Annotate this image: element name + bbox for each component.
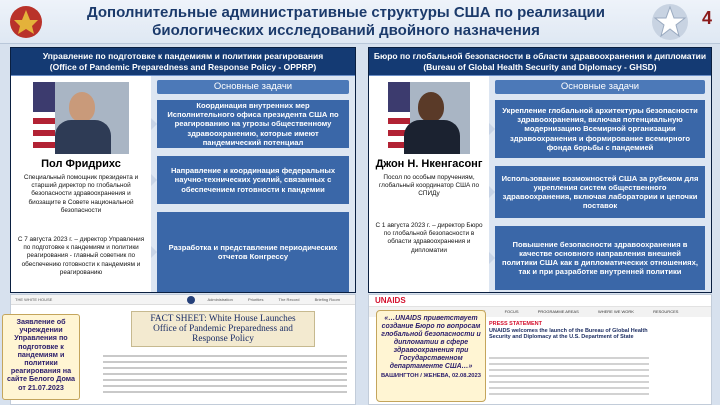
article-text-line <box>489 369 649 371</box>
fact-sheet-line: FACT SHEET: White House Launches <box>150 314 296 324</box>
task-item: Укрепление глобальной архитектуры безопасности здравоохранения, включая потенциальную модернизацию Всемирной организации здравоохранения и формирование всемирного фонда борьбы с пандемией <box>495 100 705 158</box>
ghsd-title-en: (Bureau of Global Health Security and Diplomacy - GHSD) <box>423 62 657 72</box>
slide-header <box>0 0 720 44</box>
article-text-line <box>103 385 347 387</box>
tasks-heading: Основные задачи <box>495 80 705 94</box>
person-body <box>404 120 460 154</box>
person-name: Пол Фридрихс <box>41 158 121 170</box>
article-text-line <box>103 379 347 381</box>
oprp-panel-body <box>11 76 355 292</box>
slide-title <box>58 4 634 40</box>
white-house-nav <box>11 295 355 305</box>
nav-link[interactable]: FOCUS <box>504 309 519 314</box>
press-label: PRESS STATEMENT <box>489 321 542 327</box>
ghsd-title-ru: Бюро по глобальной безопасности в области здравоохранения и дипломатии <box>373 51 707 61</box>
oprp-panel-header <box>11 48 355 76</box>
tasks-heading: Основные задачи <box>157 80 349 94</box>
article-text-line <box>489 387 649 389</box>
person-column <box>369 76 489 292</box>
portrait-photo <box>33 82 129 154</box>
press-title: UNAIDS welcomes the launch of the Bureau of Global Health Security and Diplomacy at the U.S. Department of State <box>489 327 648 340</box>
site-label: THE WHITE HOUSE <box>15 297 53 302</box>
person-head <box>69 92 95 122</box>
unaids-header <box>369 295 711 307</box>
military-emblem-icon <box>8 4 44 40</box>
article-text-line <box>489 381 649 383</box>
nav-link[interactable]: RESOURCES <box>653 309 679 314</box>
unaids-quote: «…UNAIDS приветствует создание Бюро по вопросам глобальной безопасности и дипломатии в сфере здравоохранения при Государственном департаменте США…» <box>381 315 481 370</box>
task-item: Повышение безопасности здравоохранения в качестве основного направления внешней политики США как в дипломатических отношениях, так и при разработке внутренней политики <box>495 226 705 290</box>
ghsd-panel <box>368 47 712 293</box>
unaids-callout <box>376 310 486 402</box>
unaids-quote-source: ВАШИНГТОН / ЖЕНЕВА, 02.08.2023 <box>381 373 481 379</box>
star-badge-icon <box>650 2 690 42</box>
tasks-column <box>489 76 711 292</box>
ghsd-panel-header <box>369 48 711 76</box>
page-number: 4 <box>701 8 712 28</box>
article-text-line <box>103 361 347 363</box>
person-description: Посол по особым поручениям, глобальный координатор США по СПИДу <box>378 174 480 198</box>
person-appointment: С 7 августа 2023 г. – директор Управления по подготовке к пандемиям и политики реагирования - главный советник по обеспечению готовности к пандемиям и реагированию <box>17 236 145 276</box>
nav-link[interactable]: Priorities <box>247 297 264 302</box>
article-text-line <box>103 367 347 369</box>
task-item: Разработка и представление периодических отчетов Конгрессу <box>157 212 349 292</box>
oprp-panel <box>10 47 356 293</box>
nav-link[interactable]: The Record <box>278 297 300 302</box>
nav-link[interactable]: Briefing Room <box>314 297 340 302</box>
person-appointment: С 1 августа 2023 г. – директор Бюро по глобальной безопасности в области здравоохранения и дипломатии <box>375 222 483 254</box>
unaids-logo: UNAIDS <box>375 296 406 305</box>
oprp-title-ru: Управление по подготовке к пандемиям и политики реагирования <box>42 51 324 61</box>
nav-link[interactable]: Administration <box>207 297 233 302</box>
tasks-column <box>151 76 355 292</box>
article-text-line <box>103 355 347 357</box>
article-text-line <box>489 375 649 377</box>
person-column <box>11 76 151 292</box>
us-flag-icon <box>33 82 55 154</box>
nav-link[interactable]: WHERE WE WORK <box>597 309 634 314</box>
nav-link[interactable]: PROGRAMME AREAS <box>537 309 579 314</box>
slide-title-line1: Дополнительные административные структуры США по реализации <box>87 4 605 21</box>
person-head <box>418 92 444 122</box>
person-description: Специальный помощник президента и старший директор по глобальной безопасности здравоохранения и биозащите в Совете национальной безопасности <box>23 174 139 214</box>
person-body <box>55 120 111 154</box>
white-house-seal-icon <box>187 296 195 304</box>
task-item: Направление и координация федеральных научно-технических усилий, связанных с обеспечением готовности к пандемии <box>157 156 349 204</box>
article-text-line <box>103 391 347 393</box>
person-name: Джон Н. Нкенгасонг <box>375 158 483 170</box>
fact-sheet-headline <box>131 311 315 347</box>
article-text-line <box>489 357 649 359</box>
article-text-line <box>489 393 649 395</box>
oprp-title-en: (Office of Pandemic Preparedness and Response Policy - OPPRP) <box>49 62 317 72</box>
article-text-line <box>103 373 347 375</box>
portrait-photo <box>388 82 470 154</box>
task-item: Использование возможностей США за рубежом для укрепления систем общественного здравоохранения, включая лаборатории и цепочки поставок <box>495 166 705 218</box>
ghsd-panel-body <box>369 76 711 292</box>
fact-sheet-line: Office of Pandemic Preparedness and <box>153 324 293 334</box>
white-house-callout: Заявление об учреждении Управления по подготовке к пандемиям и политики реагирования на сайте Белого Дома от 21.07.2023 <box>2 314 80 400</box>
fact-sheet-line: Response Policy <box>192 334 254 344</box>
task-item: Координация внутренних мер Исполнительного офиса президента США по реагированию на угрозы общественному здравоохранению, которые имеют пандемический потенциал <box>157 100 349 148</box>
article-text-line <box>489 363 649 365</box>
press-statement <box>489 321 649 351</box>
slide-title-line2: биологических исследований двойного назначения <box>152 22 540 39</box>
